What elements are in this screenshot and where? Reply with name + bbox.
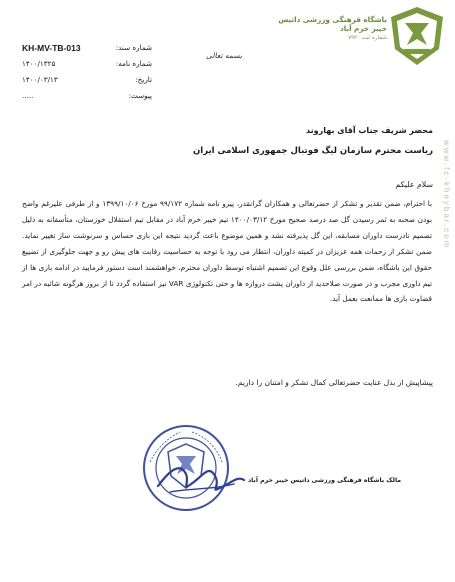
letter-date: ۱۴۰۰/۰۳/۱۳: [22, 75, 58, 84]
website-watermark: www.fc-kheybar.com: [442, 140, 451, 250]
meta-row-letter-no: [22, 56, 152, 72]
meta-row-attachment: [22, 88, 152, 104]
letter-number: ۱۴۰۰/۱۳۲۵: [22, 59, 56, 68]
doc-code: KH-MV-TB-013: [22, 43, 81, 53]
meta-label: شماره نامه:: [115, 59, 152, 68]
basmala: بسمه تعالی: [206, 51, 243, 60]
closing-line: پیشاپیش از بذل عنایت حضرتعالی کمال تشکر و امتنان را داریم.: [235, 378, 433, 387]
org-registration: شماره ثبت ۷۹۲۰: [348, 35, 387, 41]
addressee-title: ریاست محترم سازمان لیگ فوتبال جمهوری اسلامی ایران: [193, 146, 433, 156]
letter-body: با احترام، ضمن تقدیر و تشکر از حضرتعالی و همکاران گرانقدر، پیرو نامه شماره ۹۹/۱۷۲ مورخ ۱۳۹۹/۱۰/۰۶ و از طرفی علیرغم واضح بودن صحنه به ثمر رسیدن گل صد درصد صحیح مورخ ۱۴۰۰/۰۳/۱۲ تیم خیبر خرم آباد در مقابل تیم استقلال خوزستان، متأسفانه به دلیل تصمیم نادرست داوران مسابقه، این گل پذیرفته نشد و همین موضوع باعث گردید نتیجه این بازی حساس و سرنوشت ساز تغییر نماید. ضمن تشکر از زحمات همه عزیزان در کمیته داوران، انتظار می رود با توجه به حساسیت رقابت های پیش رو و جهت جلوگیری از تضییع حقوق این باشگاه، ضمن بررسی علل وقوع این تصمیم اشتباه توسط داوران محترم، خواهشمند است دستور فرمایید در ادامه بازی ها از تیم داوری مجرب و در صورت صلاحدید از داوران پشت دروازه ها و حتی تکنولوژی VAR نیز استفاده گردد تا از بروز هرگونه شائبه در امر قضاوت بازی ها ممانعت بعمل آید.: [22, 199, 433, 304]
meta-row-date: [22, 72, 152, 88]
handwritten-signature: [150, 452, 250, 502]
greeting: سلام علیکم: [395, 180, 433, 189]
org-name: باشگاه فرهنگی ورزشی داتیس خیبر خرم آباد: [278, 15, 387, 33]
meta-label: تاریخ:: [135, 75, 152, 84]
letter-meta: [22, 40, 152, 104]
signer-title: مالک باشگاه فرهنگی ورزشی داتیس خیبر خرم آباد: [248, 477, 402, 484]
meta-label: پیوست:: [128, 91, 152, 100]
meta-row-doc: [22, 40, 152, 56]
attachment-value: .....: [22, 91, 34, 100]
org-title: [277, 15, 387, 41]
meta-label: شماره سند:: [115, 43, 152, 52]
club-logo-icon: [387, 5, 447, 67]
addressee-name: محضر شریف جناب آقای بهاروند: [306, 126, 433, 135]
